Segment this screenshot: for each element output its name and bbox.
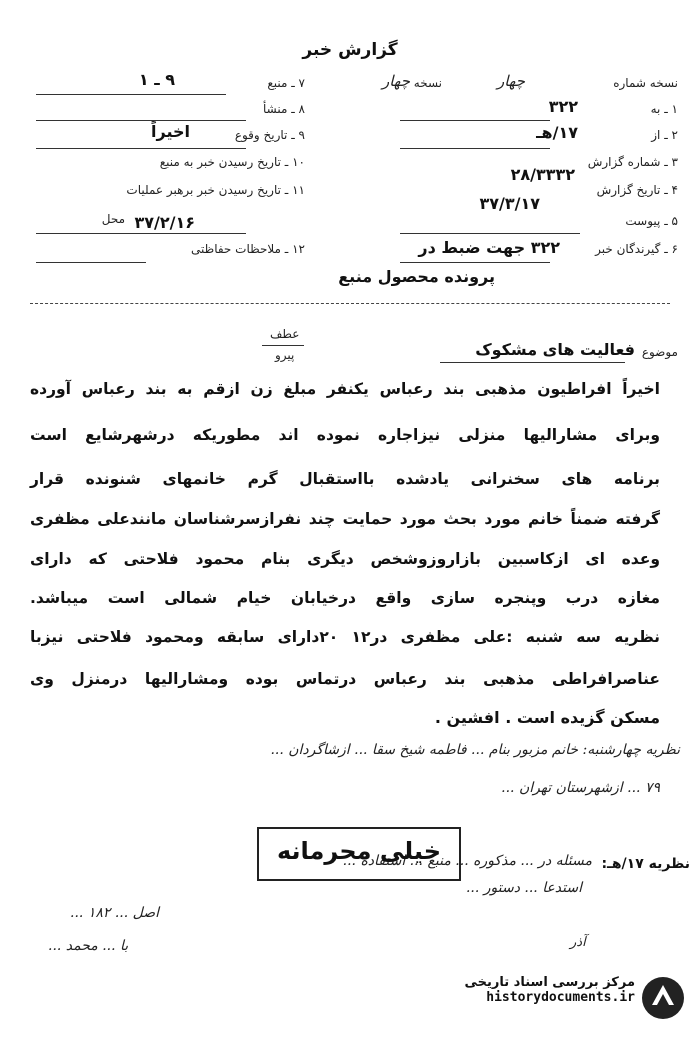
location-label: محل — [101, 212, 125, 226]
recipients-value: ۳۲۲ جهت ضبط در — [418, 238, 560, 257]
rule — [36, 120, 246, 121]
source-value: ۹ ـ ۱ — [138, 70, 175, 89]
report-date-value: ۳۷/۳/۱۷ — [479, 194, 540, 213]
ref-label: عطف — [270, 327, 300, 341]
watermark — [425, 975, 635, 1005]
handwritten-line: با ... محمد ... — [48, 938, 129, 954]
recipients-label: ۶ ـ گیرندگان خبر — [595, 242, 678, 256]
body-line: وبرای مشارالیها منزلی نیزاجاره نموده اند مطوریکه درشهرشایع است — [30, 426, 660, 444]
rule — [400, 262, 550, 263]
security-notes-label: ۱۲ ـ ملاحظات حفاظتی — [191, 242, 305, 256]
origin-label: ۸ ـ منشأ — [262, 102, 305, 116]
field-to-value: ۳۲۲ — [548, 97, 578, 116]
body-line: گرفته ضمناً خانم مورد بحث مورد حمایت چند نفرازسرشناسان مانندعلی مظفری — [30, 510, 660, 528]
note-17-label: نظریه ۱۷/هـ: — [601, 856, 690, 872]
copy-number-value: چهار — [381, 72, 410, 90]
subject-underline — [440, 362, 625, 363]
watermark-name: مرکز بررسی اسناد تاریخی — [464, 975, 635, 990]
report-number-label: ۳ ـ شماره گزارش — [587, 155, 678, 169]
body-line-last: مسکن گزیده است . افشین . — [434, 708, 660, 727]
rule — [36, 148, 246, 149]
file-line: پرونده محصول منبع — [338, 267, 495, 286]
stamp-text: خیلی محرمانه — [276, 837, 442, 865]
copy-suffix-label: نسخه — [413, 76, 442, 90]
body-line: وعده ای ازکاسبین بازاروزوشخص دیگری بنام محمود فلاحتی که دارای — [30, 550, 660, 568]
copy-suffix-value: چهار — [496, 72, 525, 90]
rule — [400, 148, 550, 149]
handwritten-note: نظریه چهارشنبه: خانم مزبور بنام ... فاطمه شیخ سقا ... ازشاگردان ... — [270, 742, 680, 758]
field-from-label: ۲ ـ از — [651, 128, 678, 142]
follow-up-label: پیرو — [275, 348, 295, 362]
field-to-label: ۱ ـ به — [650, 102, 678, 116]
classification-stamp — [257, 827, 461, 881]
ref-divider — [262, 345, 304, 346]
subject-label: موضوع — [641, 345, 678, 359]
location-date-value: ۳۷/۲/۱۶ — [134, 213, 195, 232]
occurrence-date-label: ۹ ـ تاریخ وقوع — [234, 128, 305, 142]
rule — [36, 262, 146, 263]
report-date-label: ۴ ـ تاریخ گزارش — [596, 183, 678, 197]
handwritten-line: آذر — [570, 935, 586, 950]
occurrence-date-value: اخیراً — [151, 122, 190, 141]
document-title: گزارش خبر — [302, 40, 398, 60]
rule — [400, 120, 550, 121]
body-line: اخیراً افراطیون مذهبی بند رعباس یکنفر مبلغ زن ازقم به بند رعباس آورده — [30, 380, 660, 398]
body-line: مغازه درب وپنجره سازی واقع درخیابان خیام شمالی است میباشد. — [30, 589, 660, 607]
attachment-label: ۵ ـ پیوست — [625, 214, 678, 228]
handwritten-note: ۷۹ ... ازشهرستان تهران ... — [501, 780, 660, 796]
report-number-value: ۲۸/۳۳۳۲ — [510, 165, 575, 184]
operation-receipt-label: ۱۱ ـ تاریخ رسیدن خبر برهبر عملیات — [126, 183, 305, 197]
note-17-line2: استدعا ... دستور ... — [465, 880, 582, 896]
subject-value: فعالیت های مشکوک — [475, 340, 635, 359]
note-17-text: مسئله در ... مذکوره ... منبع ... استفاده ... — [342, 853, 592, 869]
body-line: نظریه سه شنبه :علی مظفری در۱۲ ۲۰دارای سابقه ومحمود فلاحتی نیزبا — [30, 628, 660, 646]
body-line: برنامه های سخنرانی یادشده بااستقبال گرم خانمهای شنونده قرار — [30, 470, 660, 488]
watermark-site: historydocuments.ir — [486, 990, 635, 1005]
field-from-value: ۱۷/هـ — [536, 123, 578, 142]
rule — [400, 233, 580, 234]
body-line: عناصرافراطی مذهبی بند رعباس درتماس بوده ومشارالیها درمنزل وی — [30, 670, 660, 688]
section-separator — [30, 303, 670, 304]
archive-logo-icon — [640, 975, 686, 1021]
handwritten-line: اصل ... ۱۸۲ ... — [70, 905, 160, 921]
copy-number-label: نسخه شماره — [613, 76, 678, 90]
source-label: ۷ ـ منبع — [267, 76, 305, 90]
source-receipt-label: ۱۰ ـ تاریخ رسیدن خبر به منبع — [159, 155, 305, 169]
rule — [36, 233, 246, 234]
rule — [36, 94, 226, 95]
